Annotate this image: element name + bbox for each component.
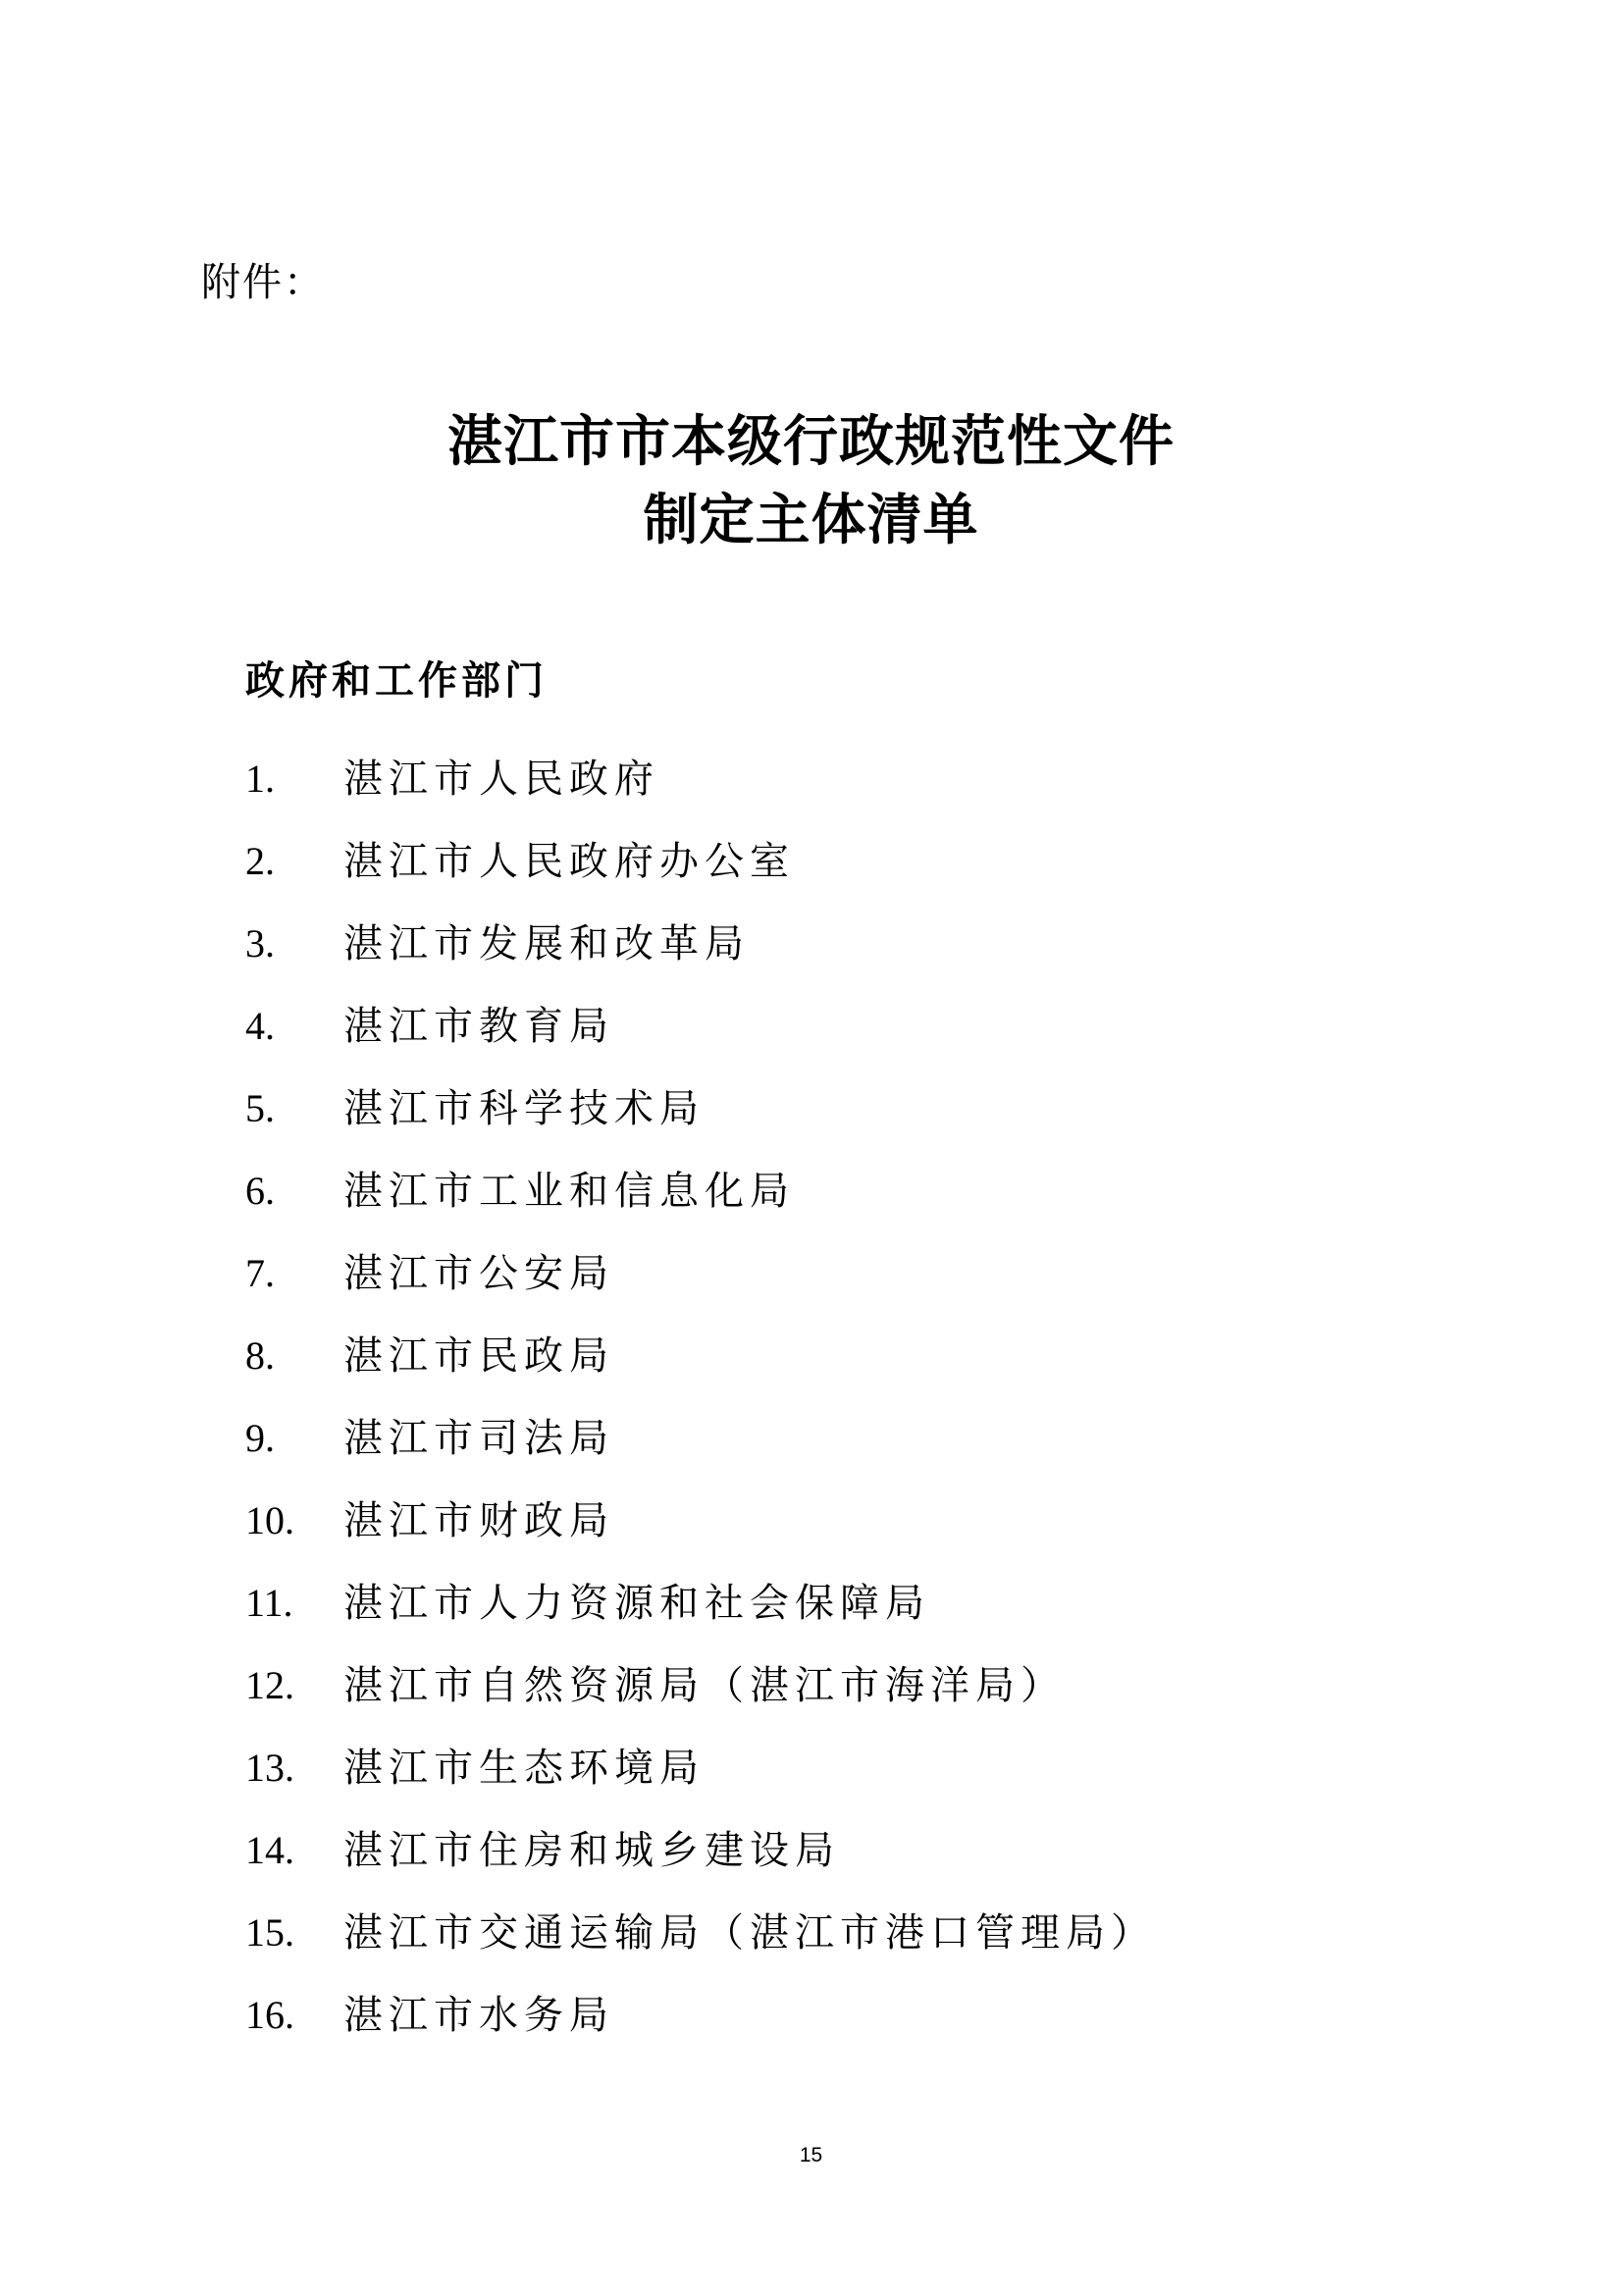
entity-list bbox=[245, 738, 1156, 2057]
list-item bbox=[245, 1315, 1156, 1397]
item-number: 2. bbox=[245, 839, 275, 883]
item-text: 湛江市发展和改革局 bbox=[343, 921, 750, 966]
item-number: 13. bbox=[245, 1746, 294, 1790]
item-number: 12. bbox=[245, 1663, 294, 1707]
item-text: 湛江市水务局 bbox=[343, 1993, 614, 2038]
item-number: 11. bbox=[245, 1581, 293, 1625]
list-item bbox=[245, 1232, 1156, 1315]
list-item bbox=[245, 1397, 1156, 1480]
item-number: 6. bbox=[245, 1169, 275, 1213]
item-number: 7. bbox=[245, 1251, 275, 1295]
item-text: 湛江市教育局 bbox=[343, 1004, 614, 1049]
list-item bbox=[245, 1727, 1156, 1809]
list-item bbox=[245, 1892, 1156, 1974]
item-text: 湛江市民政局 bbox=[343, 1333, 614, 1379]
list-item bbox=[245, 1068, 1156, 1150]
item-number: 8. bbox=[245, 1333, 275, 1378]
item-text: 湛江市住房和城乡建设局 bbox=[343, 1828, 840, 1873]
list-item bbox=[245, 1644, 1156, 1727]
item-number: 16. bbox=[245, 1993, 294, 2037]
item-text: 湛江市科学技术局 bbox=[343, 1086, 705, 1131]
list-item bbox=[245, 1562, 1156, 1644]
title-line-2: 制定主体清单 bbox=[643, 488, 979, 552]
list-item bbox=[245, 1809, 1156, 1892]
item-text: 湛江市司法局 bbox=[343, 1416, 614, 1461]
item-text: 湛江市交通运输局（湛江市港口管理局） bbox=[343, 1910, 1156, 1956]
item-text: 湛江市财政局 bbox=[343, 1498, 614, 1543]
list-item bbox=[245, 903, 1156, 985]
list-item bbox=[245, 820, 1156, 903]
list-item bbox=[245, 985, 1156, 1068]
item-number: 14. bbox=[245, 1828, 294, 1872]
list-item bbox=[245, 1974, 1156, 2057]
item-text: 湛江市人民政府 bbox=[343, 757, 659, 802]
item-number: 3. bbox=[245, 921, 275, 965]
item-text: 湛江市人力资源和社会保障局 bbox=[343, 1581, 930, 1626]
item-text: 湛江市工业和信息化局 bbox=[343, 1169, 795, 1214]
item-number: 15. bbox=[245, 1910, 294, 1955]
item-number: 5. bbox=[245, 1086, 275, 1130]
item-number: 1. bbox=[245, 757, 275, 801]
item-number: 4. bbox=[245, 1004, 275, 1048]
document-title bbox=[0, 402, 1622, 559]
attachment-label: 附件： bbox=[201, 260, 325, 305]
page-number: 15 bbox=[799, 2144, 823, 2166]
list-item bbox=[245, 738, 1156, 820]
list-item bbox=[245, 1150, 1156, 1232]
item-number: 9. bbox=[245, 1416, 275, 1460]
item-text: 湛江市生态环境局 bbox=[343, 1746, 705, 1791]
item-number: 10. bbox=[245, 1498, 294, 1542]
item-text: 湛江市自然资源局（湛江市海洋局） bbox=[343, 1663, 1066, 1708]
list-item bbox=[245, 1480, 1156, 1562]
title-line-1: 湛江市市本级行政规范性文件 bbox=[447, 409, 1175, 474]
item-text: 湛江市人民政府办公室 bbox=[343, 839, 795, 884]
item-text: 湛江市公安局 bbox=[343, 1251, 614, 1296]
section-heading: 政府和工作部门 bbox=[245, 657, 548, 704]
